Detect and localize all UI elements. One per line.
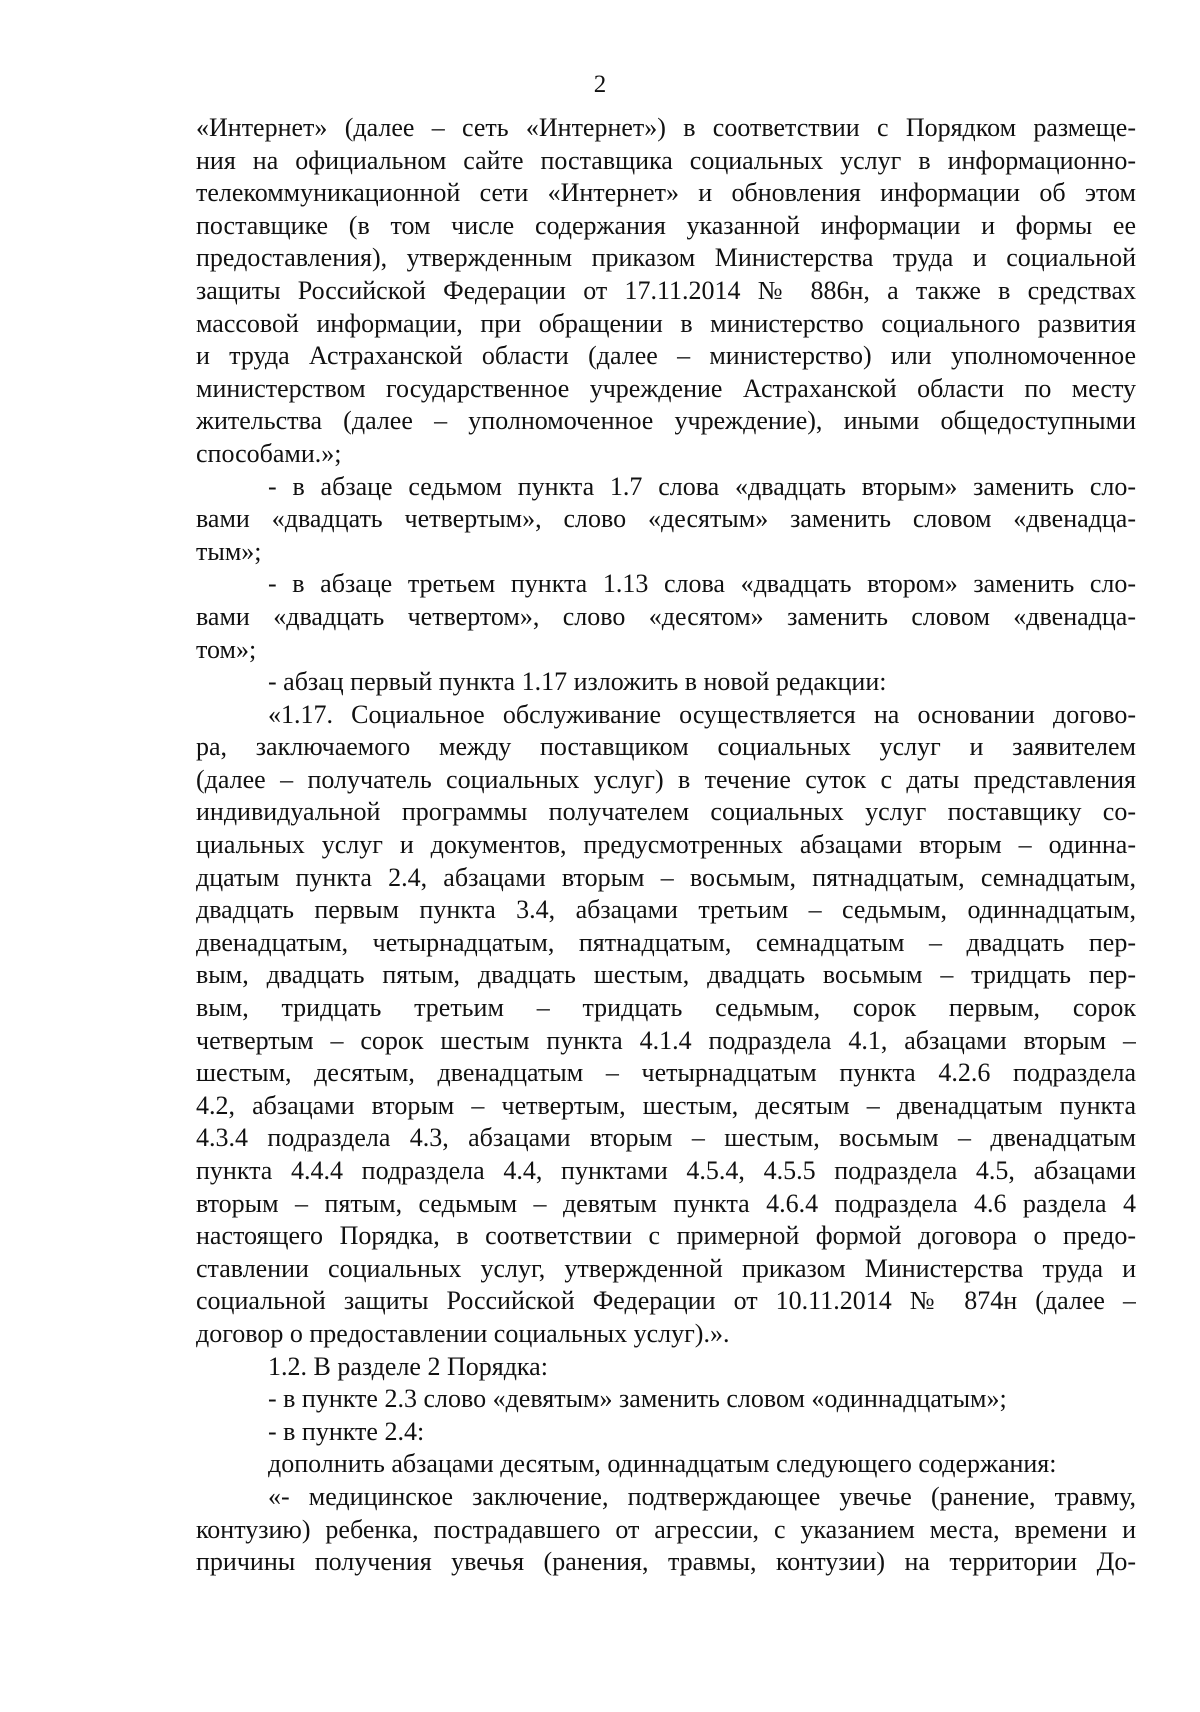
text-line: 4.2, абзацами вторым – четвертым, шестым, десятым – двенадцатым пункта <box>196 1090 1136 1120</box>
text-line: двенадцатым, четырнадцатым, пятнадцатым, семнадцатым – двадцать пер- <box>196 927 1136 957</box>
text-line: поставщике (в том числе содержания указанной информации и формы ее <box>196 210 1136 240</box>
text-line: вами «двадцать четвертом», слово «десятом» заменить словом «двенадца- <box>196 601 1136 631</box>
text-line: жительства (далее – уполномоченное учреждение), иными общедоступными <box>196 406 1136 436</box>
text-line: двадцать первым пункта 3.4, абзацами третьим – седьмым, одиннадцатым, <box>196 895 1136 925</box>
text-line: «- медицинское заключение, подтверждающее увечье (ранение, травму, <box>268 1481 1136 1511</box>
text-line: - в абзаце седьмом пункта 1.7 слова «двадцать вторым» заменить сло- <box>268 471 1136 501</box>
text-line: ставлении социальных услуг, утвержденной приказом Министерства труда и <box>196 1253 1136 1283</box>
text-line: тым»; <box>196 536 262 566</box>
text-line: - в пункте 2.4: <box>268 1416 425 1446</box>
text-line: способами.»; <box>196 438 342 468</box>
text-line: вторым – пятым, седьмым – девятым пункта 4.6.4 подраздела 4.6 раздела 4 <box>196 1188 1136 1218</box>
text-line: причины получения увечья (ранения, травмы, контузии) на территории До- <box>196 1547 1136 1577</box>
text-line: вами «двадцать четвертым», слово «десятым» заменить словом «двенадца- <box>196 504 1136 534</box>
text-line: 1.2. В разделе 2 Порядка: <box>268 1351 548 1381</box>
page-number: 2 <box>593 71 607 98</box>
text-line: договор о предоставлении социальных услуг).». <box>196 1318 730 1348</box>
text-line: - в абзаце третьем пункта 1.13 слова «двадцать втором» заменить сло- <box>268 569 1136 599</box>
text-line: том»; <box>196 634 257 664</box>
text-line: «Интернет» (далее – сеть «Интернет») в соответствии с Порядком размеще- <box>196 113 1136 142</box>
text-line: (далее – получатель социальных услуг) в течение суток с даты представления <box>196 764 1136 794</box>
text-line: - в пункте 2.3 слово «девятым» заменить словом «одиннадцатым»; <box>268 1384 1007 1414</box>
text-line: массовой информации, при обращении в министерство социального развития <box>196 308 1136 338</box>
text-line: вым, тридцать третьим – тридцать седьмым, сорок первым, сорок <box>196 993 1136 1023</box>
text-line: дцатым пункта 2.4, абзацами вторым – восьмым, пятнадцатым, семнадцатым, <box>196 862 1136 892</box>
text-line: «1.17. Социальное обслуживание осуществляется на основании догово- <box>268 699 1136 729</box>
text-line: ния на официальном сайте поставщика социальных услуг в информационно- <box>196 145 1136 175</box>
text-line: социальной защиты Российской Федерации от 10.11.2014 № 874н (далее – <box>196 1286 1136 1316</box>
text-line: защиты Российской Федерации от 17.11.2014 № 886н, а также в средствах <box>196 275 1136 305</box>
text-line: министерством государственное учреждение Астраханской области по месту <box>196 373 1136 403</box>
text-line: дополнить абзацами десятым, одиннадцатым следующего содержания: <box>268 1449 1057 1479</box>
text-line: четвертым – сорок шестым пункта 4.1.4 подраздела 4.1, абзацами вторым – <box>196 1025 1136 1055</box>
text-line: ра, заключаемого между поставщиком социальных услуг и заявителем <box>196 732 1136 762</box>
text-line: контузию) ребенка, пострадавшего от агрессии, с указанием места, времени и <box>196 1514 1136 1544</box>
text-line: циальных услуг и документов, предусмотренных абзацами вторым – одинна- <box>196 830 1136 860</box>
text-line: предоставления), утвержденным приказом Министерства труда и социальной <box>196 243 1136 273</box>
text-line: 4.3.4 подраздела 4.3, абзацами вторым – шестым, восьмым – двенадцатым <box>196 1123 1136 1153</box>
text-line: пункта 4.4.4 подраздела 4.4, пунктами 4.5.4, 4.5.5 подраздела 4.5, абзацами <box>196 1156 1136 1185</box>
text-line: вым, двадцать пятым, двадцать шестым, двадцать восьмым – тридцать пер- <box>196 960 1136 990</box>
text-line: - абзац первый пункта 1.17 изложить в новой редакции: <box>268 667 887 697</box>
text-line: шестым, десятым, двенадцатым – четырнадцатым пункта 4.2.6 подраздела <box>196 1058 1136 1088</box>
body-text <box>196 112 1136 1579</box>
text-line: настоящего Порядка, в соответствии с примерной формой договора о предо- <box>196 1221 1136 1251</box>
text-line: индивидуальной программы получателем социальных услуг поставщику со- <box>196 797 1136 827</box>
text-line: и труда Астраханской области (далее – министерство) или уполномоченное <box>196 341 1136 371</box>
text-line: телекоммуникационной сети «Интернет» и обновления информации об этом <box>196 178 1136 208</box>
